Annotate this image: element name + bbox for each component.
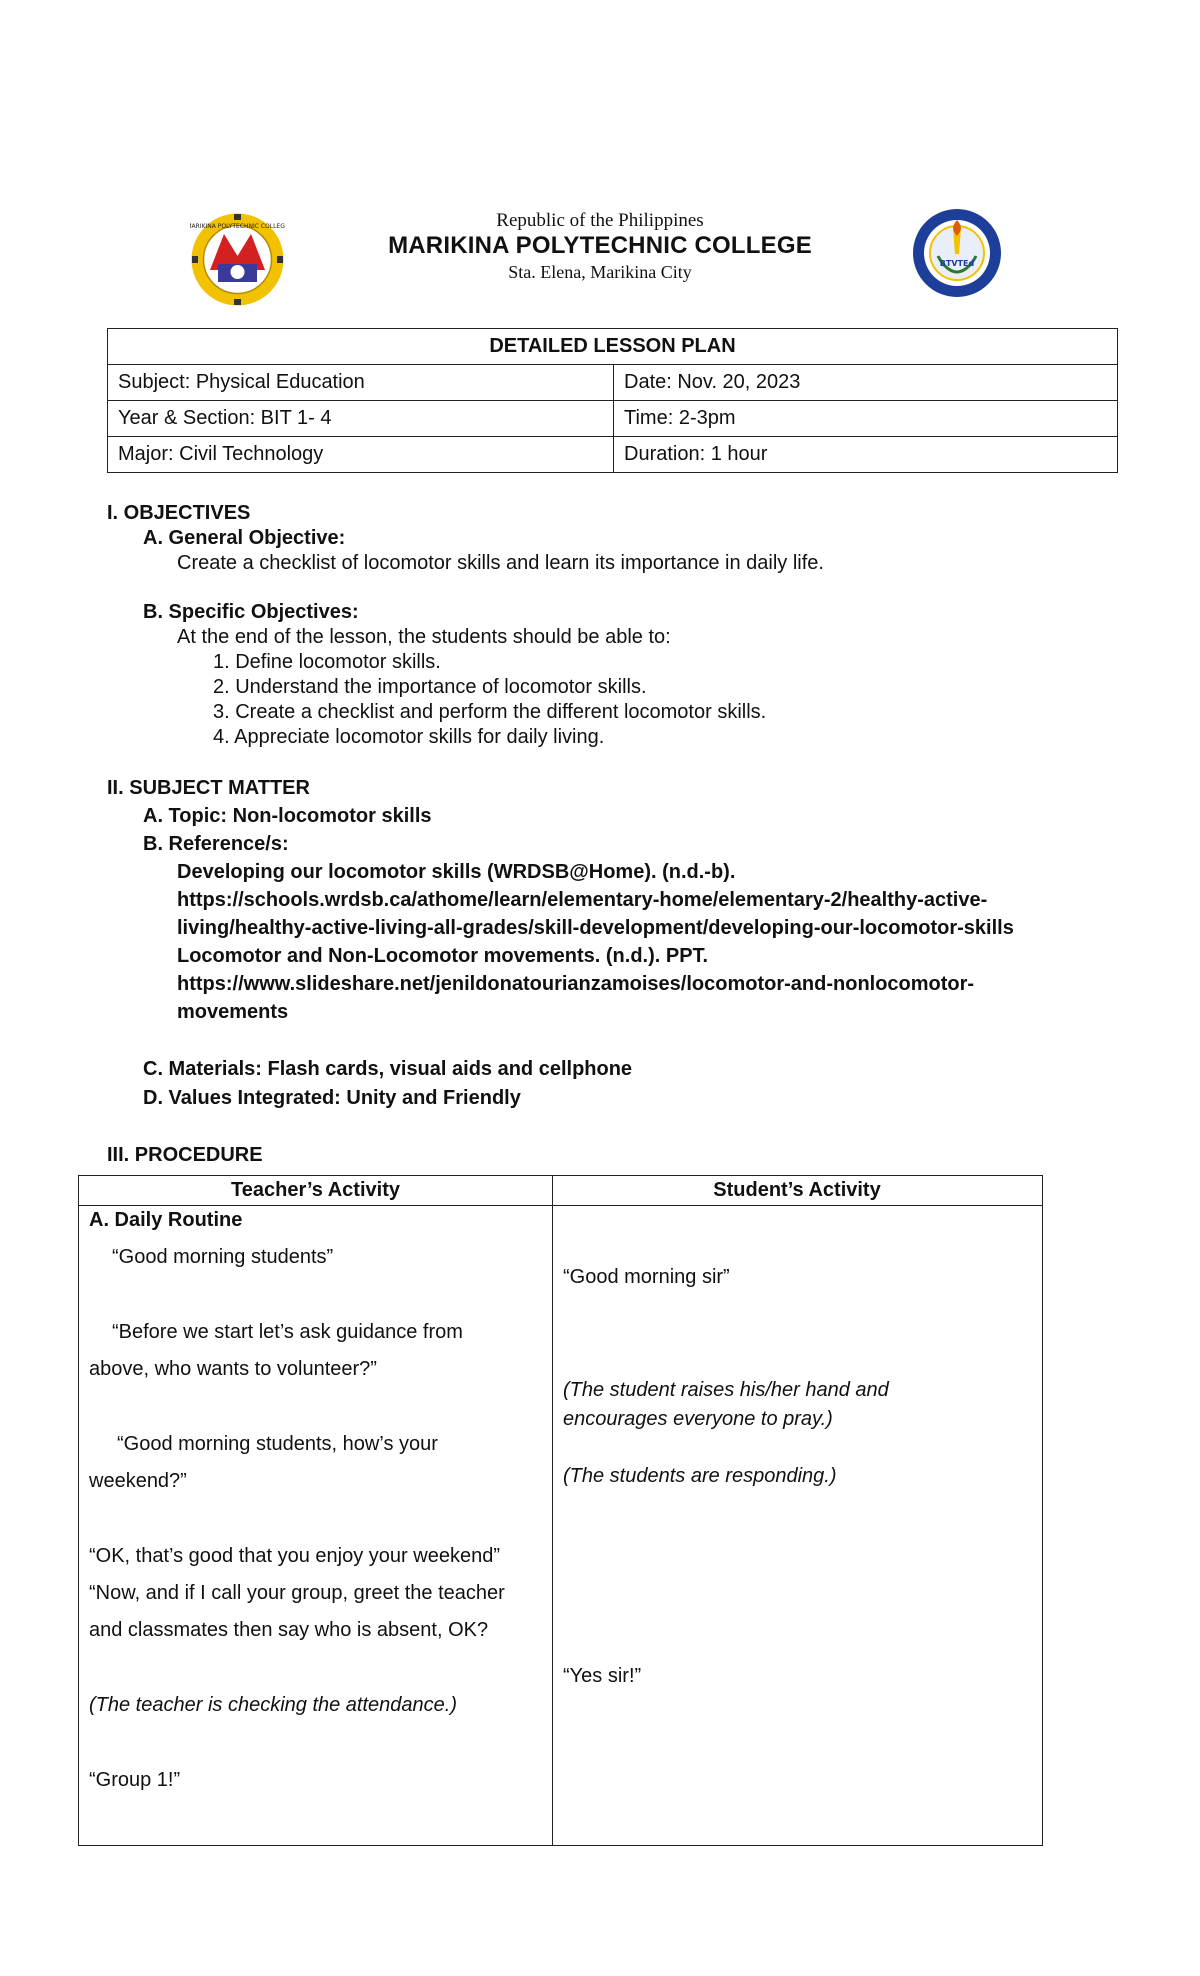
materials-line: C. Materials: Flash cards, visual aids and cellphone: [143, 1058, 633, 1080]
procedure-table: [78, 1175, 1043, 1846]
student-line: (The student raises his/her hand and: [563, 1379, 889, 1401]
teacher-line: “Good morning students”: [112, 1246, 334, 1268]
reference-link[interactable]: movements: [177, 1001, 289, 1023]
teacher-column-header: Teacher’s Activity: [231, 1179, 400, 1201]
reference-link[interactable]: https://www.slideshare.net/jenildonatourianzamoises/locomotor-and-nonlocomotor-: [177, 973, 975, 995]
teacher-line: and classmates then say who is absent, OK?: [89, 1619, 489, 1641]
college-name: MARIKINA POLYTECHNIC COLLEGE: [388, 232, 812, 259]
specific-objectives-label: B. Specific Objectives:: [143, 601, 359, 623]
teacher-line: “Before we start let’s ask guidance from: [112, 1321, 463, 1343]
btvted-seal-logo: [912, 208, 1002, 298]
lesson-info-table: [107, 328, 1118, 473]
student-line: (The students are responding.): [563, 1465, 837, 1487]
reference-label: B. Reference/s:: [143, 833, 289, 855]
teacher-line: “Group 1!”: [89, 1769, 181, 1791]
table-title: DETAILED LESSON PLAN: [108, 329, 1118, 365]
student-line: “Yes sir!”: [563, 1665, 642, 1687]
duration-cell: Duration: 1 hour: [614, 437, 1118, 473]
objective-item: 3. Create a checklist and perform the different locomotor skills.: [213, 701, 767, 723]
procedure-heading: III. PROCEDURE: [107, 1144, 263, 1166]
year-section-cell: Year & Section: BIT 1- 4: [108, 401, 614, 437]
subject-cell: Subject: Physical Education: [108, 365, 614, 401]
major-cell: Major: Civil Technology: [108, 437, 614, 473]
republic-line: Republic of the Philippines: [496, 210, 704, 231]
values-line: D. Values Integrated: Unity and Friendly: [143, 1087, 521, 1109]
objectives-heading: I. OBJECTIVES: [107, 502, 251, 524]
topic-line: A. Topic: Non-locomotor skills: [143, 805, 432, 827]
college-address: Sta. Elena, Marikina City: [508, 262, 692, 282]
reference-link[interactable]: living/healthy-active-living-all-grades/skill-development/developing-our-locomotor-skills: [177, 917, 1014, 939]
teacher-line: “Now, and if I call your group, greet the teacher: [89, 1582, 505, 1604]
time-cell: Time: 2-3pm: [614, 401, 1118, 437]
objective-item: 2. Understand the importance of locomotor skills.: [213, 676, 647, 698]
left-logo-text: MARIKINA POLYTECHNIC COLLEGE: [190, 223, 285, 230]
daily-routine-label: A. Daily Routine: [89, 1209, 243, 1231]
teacher-line: weekend?”: [89, 1470, 187, 1492]
teacher-line: (The teacher is checking the attendance.): [89, 1694, 457, 1716]
student-line: encourages everyone to pray.): [563, 1408, 833, 1430]
specific-objectives-intro: At the end of the lesson, the students should be able to:: [177, 626, 671, 648]
right-logo-text: BTVTEd: [939, 259, 975, 268]
college-seal-logo: [190, 212, 285, 307]
reference-line: Locomotor and Non-Locomotor movements. (n.d.). PPT.: [177, 945, 709, 967]
general-objective-label: A. General Objective:: [143, 527, 346, 549]
subject-matter-heading: II. SUBJECT MATTER: [107, 777, 310, 799]
reference-line: Developing our locomotor skills (WRDSB@Home). (n.d.-b).: [177, 861, 736, 883]
student-line: “Good morning sir”: [563, 1266, 730, 1288]
teacher-line: “Good morning students, how’s your: [117, 1433, 438, 1455]
student-column-header: Student’s Activity: [713, 1179, 881, 1201]
objective-item: 4. Appreciate locomotor skills for daily living.: [213, 726, 605, 748]
date-cell: Date: Nov. 20, 2023: [614, 365, 1118, 401]
teacher-line: “OK, that’s good that you enjoy your weekend”: [89, 1545, 500, 1567]
objective-item: 1. Define locomotor skills.: [213, 651, 441, 673]
teacher-line: above, who wants to volunteer?”: [89, 1358, 377, 1380]
reference-link[interactable]: https://schools.wrdsb.ca/athome/learn/elementary-home/elementary-2/healthy-active-: [177, 889, 988, 911]
general-objective-text: Create a checklist of locomotor skills and learn its importance in daily life.: [177, 552, 824, 574]
